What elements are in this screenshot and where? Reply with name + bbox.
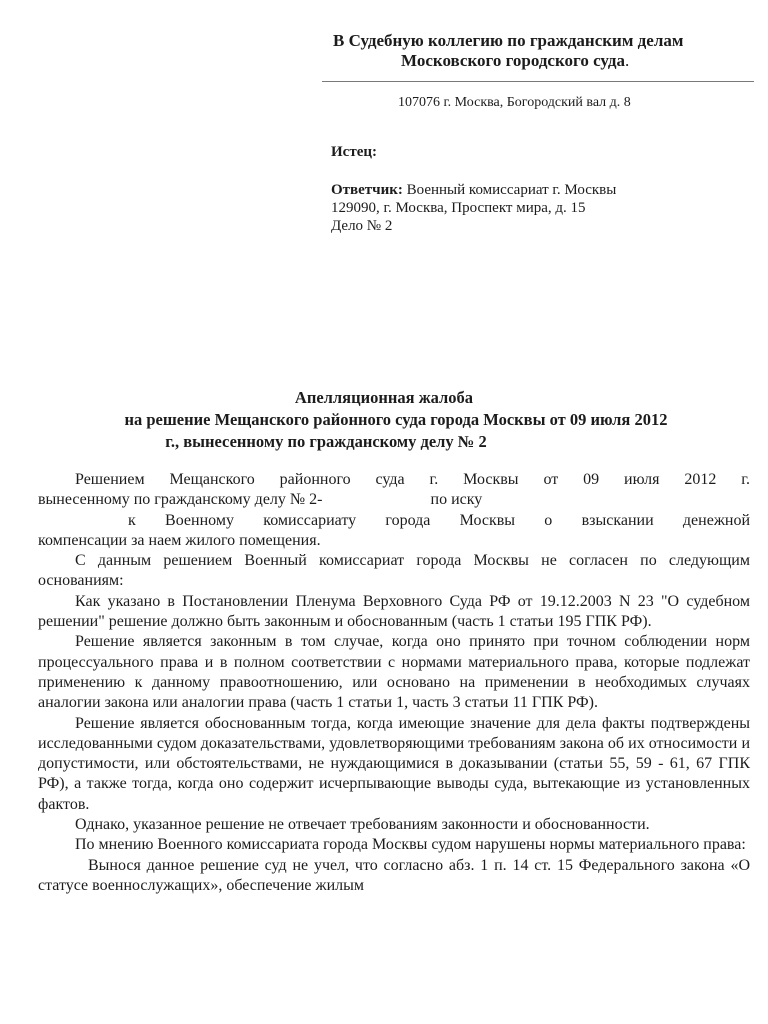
paragraph-7: По мнению Военного комиссариата города Москвы судом нарушены нормы материального права: xyxy=(75,836,746,854)
addressee-line-2 xyxy=(401,51,629,70)
defendant-line xyxy=(331,181,616,199)
paragraph-8: Вынося данное решение суд не учел, что согласно абз. 1 п. 14 ст. 15 Федерального закона «О статусе военнослужащих», обеспечение жилым xyxy=(38,856,750,894)
paragraph-1-case-ref: вынесенному по гражданскому делу № 2- xyxy=(38,491,323,509)
paragraph-1-claim-ref: по иску xyxy=(430,491,483,509)
addressee-line-1: В Судебную коллегию по гражданским делам xyxy=(333,31,684,50)
document-subtitle-line-1: на решение Мещанского районного суда города Москвы от 09 июля 2012 xyxy=(124,410,668,429)
paragraph-3: Как указано в Постановлении Пленума Верховного Суда РФ от 19.12.2003 N 23 "О судебном решении" решение должно быть законным и обоснованным (часть 1 статьи 195 ГПК РФ). xyxy=(38,592,750,631)
paragraph-1-line-1: Решением Мещанского районного суда г. Москвы от 09 июля 2012 г. xyxy=(75,471,750,488)
document-body xyxy=(38,470,750,896)
header-divider xyxy=(322,81,754,82)
paragraph-5: Решение является обоснованным тогда, когда имеющие значение для дела факты подтверждены исследованными судом доказательствами, удовлетворяющими требованиям закона об их относимости и допустимости, или обстоятельствами, не нуждающимися в доказывании (статьи 55, 59 - 61, 67 ГПК РФ), а также тогда, когда оно содержит исчерпывающие выводы суда, вытекающие из установленных фактов. xyxy=(38,714,750,813)
paragraph-1-line-4: компенсации за наем жилого помещения. xyxy=(38,531,321,549)
defendant-name: Военный комиссариат г. Москвы xyxy=(406,182,617,198)
court-address: 107076 г. Москва, Богородский вал д. 8 xyxy=(398,95,631,110)
paragraph-4: Решение является законным в том случае, когда оно принято при точном соблюдении норм процессуального права и в полном соответствии с нормами материального права, которые подлежат применению к данному правоотношению, или основано на применении в необходимых случаях аналогии закона или аналогии права (часть 1 статьи 1, часть 3 статьи 11 ГПК РФ). xyxy=(38,633,750,712)
addressee-period: . xyxy=(624,51,630,70)
plaintiff-label: Истец: xyxy=(331,144,377,160)
defendant-address: 129090, г. Москва, Проспект мира, д. 15 xyxy=(331,200,586,216)
document-title: Апелляционная жалоба xyxy=(294,388,474,407)
paragraph-2: С данным решением Военный комиссариат города Москвы не согласен по следующим основаниям: xyxy=(38,552,750,590)
paragraph-1-line-3: к Военному комиссариату города Москвы о взыскании денежной xyxy=(128,511,750,529)
paragraph-1-line-2 xyxy=(38,490,750,510)
paragraph-6: Однако, указанное решение не отвечает требованиям законности и обоснованности. xyxy=(75,816,650,834)
case-number: Дело № 2 xyxy=(331,218,393,234)
addressee-court-name: Московского городского суда xyxy=(401,51,625,70)
defendant-label: Ответчик: xyxy=(331,182,403,198)
document-subtitle-line-2: г., вынесенному по гражданскому делу № 2 xyxy=(165,432,487,451)
